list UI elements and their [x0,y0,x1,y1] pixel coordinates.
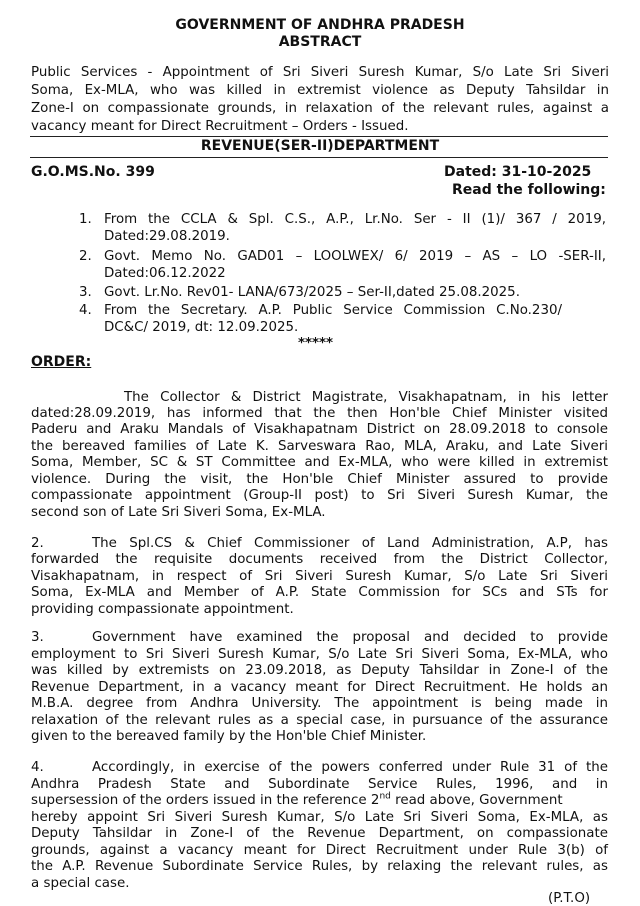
paragraph-line: M.B.A. degree from Andhra University. The appointment is being made in [31,696,608,711]
paragraph-text: read above, Government [390,793,563,808]
paragraph-line: grounds, against a vacancy meant for Direct Recruitment under Rule 3(b) of [31,843,608,858]
paragraph-line: The Spl.CS & Chief Commissioner of Land Administration, A.P, has [92,536,608,551]
ordinal-superscript: nd [379,791,391,802]
paragraph-line: Accordingly, in exercise of the powers conferred under Rule 31 of the [92,760,608,775]
paragraph-line: a special case. [31,876,130,891]
reference-number: 3. [79,285,92,300]
paragraph-line: the bereaved families of Late K. Sarveswara Rao, MLA, Araku, and Late Siveri [31,439,608,454]
subject-line: vacancy meant for Direct Recruitment – Orders - Issued. [31,119,409,134]
paragraph-line [31,793,563,808]
paragraph-line: relaxation of the relevant rules as a special case, in pursuance of the assurance [31,713,608,728]
paragraph-number: 2. [31,536,44,551]
paragraph-line: Soma, Ex-MLA and Member of A.P. State Commission for SCs and STs for [31,585,608,600]
reference-text: Govt. Lr.No. Rev01- LANA/673/2025 – Ser-II,dated 25.08.2025. [104,285,520,300]
go-date: Dated: 31-10-2025 [444,164,592,180]
department-heading: REVENUE(SER-II)DEPARTMENT [200,138,440,154]
paragraph-line: violence. During the visit, the Hon'ble Chief Minister assured to provide [31,472,608,487]
paragraph-line: was killed by extremists on 23.09.2018, as Deputy Tahsildar in Zone-I of the [31,663,608,678]
paragraph-line: given to the bereaved family by the Hon'ble Chief Minister. [31,729,427,744]
paragraph-line: providing compassionate appointment. [31,602,294,617]
reference-text: DC&C/ 2019, dt: 12.09.2025. [104,320,299,335]
stars-separator: ***** [298,336,334,351]
paragraph-line: The Collector & District Magistrate, Visakhapatnam, in his letter [124,390,608,405]
paragraph-line: Deputy Tahsildar in Zone-I of the Revenue Department, on compassionate [31,826,608,841]
paragraph-line: second son of Late Sri Siveri Soma, Ex-MLA. [31,505,326,520]
subject-line: Soma, Ex-MLA, who was killed in extremist violence as Deputy Tahsildar in [31,83,609,98]
paragraph-line: compassionate appointment (Group-II post) to Sri Siveri Suresh Kumar, the [31,488,608,503]
paragraph-line: Soma, Member, SC & ST Committee and Ex-MLA, who were killed in extremist [31,455,608,470]
reference-text: From the Secretary. A.P. Public Service Commission C.No.230/ [104,303,562,318]
paragraph-line: Paderu and Araku Mandals of Visakhapatnam District on 28.09.2018 to console [31,422,608,437]
order-heading: ORDER: [31,354,92,370]
paragraph-line: Revenue Department, in a vacancy meant for Direct Recruitment. He holds an [31,680,608,695]
paragraph-line: forwarded the requisite documents received from the District Collector, [31,552,608,567]
reference-number: 1. [79,212,92,227]
divider-line [30,157,608,158]
reference-text: From the CCLA & Spl. C.S., A.P., Lr.No. Ser - II (1)/ 367 / 2019, [104,212,606,227]
reference-text: Dated:29.08.2019. [104,229,230,244]
divider-line [30,136,608,137]
subject-line: Public Services - Appointment of Sri Siveri Suresh Kumar, S/o Late Sri Siveri [31,65,609,80]
reference-number: 4. [79,303,92,318]
subject-line: Zone-I on compassionate grounds, in relaxation of the relevant rules, against a [31,101,609,116]
reference-number: 2. [79,249,92,264]
paragraph-line: employment to Sri Siveri Suresh Kumar, S/o Late Sri Siveri Soma, Ex-MLA, who [31,647,608,662]
paragraph-text: supersession of the orders issued in the reference 2 [31,793,380,808]
page-turn-note: (P.T.O) [548,891,591,906]
paragraph-number: 3. [31,630,44,645]
abstract-heading: ABSTRACT [278,34,362,50]
go-number: G.O.MS.No. 399 [31,164,155,180]
paragraph-line: hereby appoint Sri Siveri Suresh Kumar, S/o Late Sri Siveri Soma, Ex-MLA, as [31,810,608,825]
paragraph-line: Government have examined the proposal and decided to provide [92,630,608,645]
paragraph-line: Andhra Pradesh State and Subordinate Service Rules, 1996, and in [31,777,608,792]
read-following-label: Read the following: [452,182,606,198]
paragraph-number: 4. [31,760,44,775]
paragraph-line: dated:28.09.2019, has informed that the then Hon'ble Chief Minister visited [31,406,608,421]
paragraph-line: Visakhapatnam, in respect of Sri Siveri Suresh Kumar, S/o Late Sri Siveri [31,569,608,584]
paragraph-line: the A.P. Revenue Subordinate Service Rules, by relaxing the relevant rules, as [31,859,608,874]
reference-text: Govt. Memo No. GAD01 – LOOLWEX/ 6/ 2019 – AS – LO -SER-II, [104,249,606,264]
reference-text: Dated:06.12.2022 [104,266,226,281]
government-heading: GOVERNMENT OF ANDHRA PRADESH [175,17,465,33]
